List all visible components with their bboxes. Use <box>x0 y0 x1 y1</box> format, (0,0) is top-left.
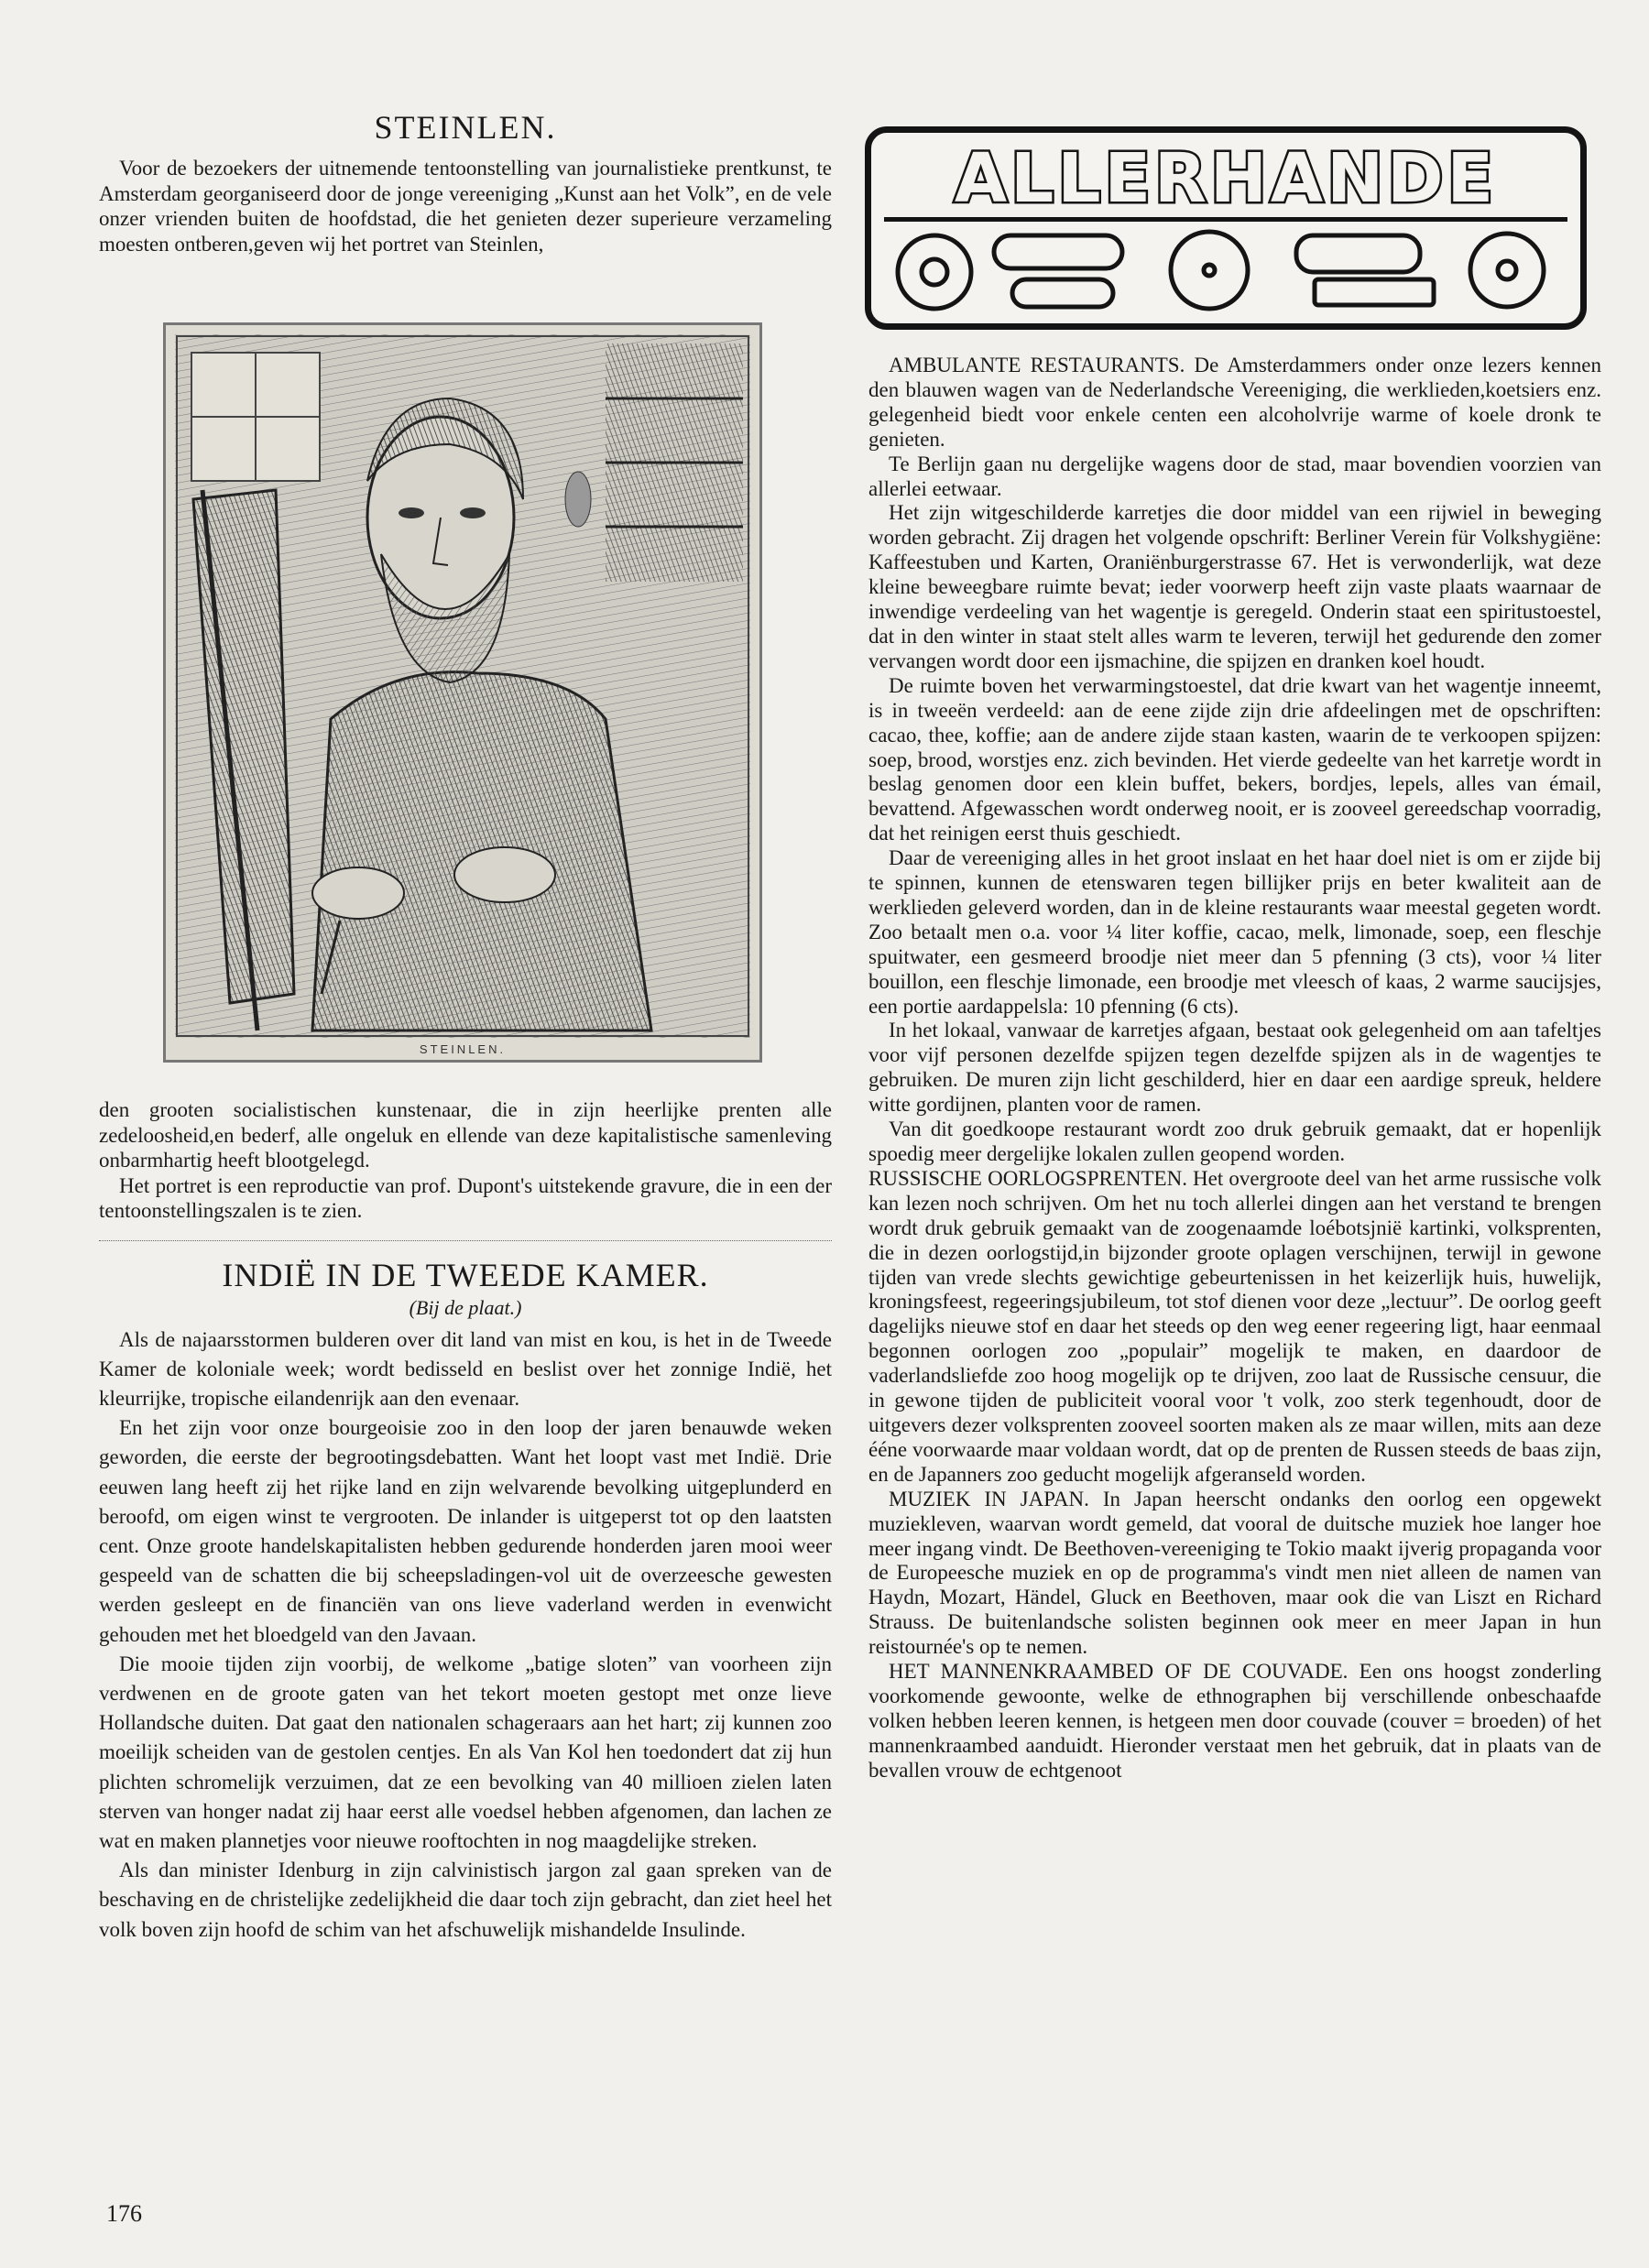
allerhande-paragraph: HET MANNENKRAAMBED OF DE COUVADE. Een ons hoogst zonderling voorkomende gewoonte, welke de ethnographen bij verschillende onbeschaafde volken hebben leeren kennen, is hetgeen men door couvade (couver = broeden) of het mannenkraambed aanduidt. Hieronder verstaat men het gebruik, dat in plaats van de bevallen vrouw de echtgenoot <box>868 1660 1601 1782</box>
allerhande-paragraph: Het zijn witgeschilderde karretjes die door middel van een rijwiel in beweging worden gebracht. Zij dragen het volgende opschrift: Berliner Verein für Volkshygiëne: Kaffeestuben und Karten, Oraniënburgerstrasse 67. Het is verwonderlijk, wat deze kleine beweegbare ruimte bevat; ieder voorwerp heeft zijn vaste plaats waarnaar de inwendige verdeeling van het wagentje is geregeld. Onderin staat een spiritustoestel, dat in den winter in staat stelt alles warm te leveren, terwijl het gedurende den zomer vervangen wordt door een ijsmachine, die spijzen en dranken koel houdt. <box>868 501 1601 672</box>
indie-title: INDIË IN DE TWEEDE KAMER. <box>222 1256 709 1293</box>
allerhande-paragraph: AMBULANTE RESTAURANTS. De Amsterdammers onder onze lezers kennen den blauwen wagen van de Nederlandsche Vereeniging, die werklieden,koetsiers enz. gelegenheid biedt voor enkele centen een alcoholvrije warme of koele dronk te genieten. <box>868 354 1601 451</box>
indie-paragraph: Als dan minister Idenburg in zijn calvinistisch jargon zal gaan spreken van de beschaving en de christelijke zedelijkheid die daar toch zijn gebracht, dan ziet heel het volk boven zijn hoofd de schim van het afschuwelijk mishandelde Insulinde. <box>99 1859 832 1941</box>
allerhande-banner <box>865 126 1587 330</box>
portrait-engraving <box>175 334 750 1038</box>
steinlen-portrait <box>163 322 762 1063</box>
steinlen-reproduction-note: Het portret is een reproductie van prof. Dupont's uitstekende gravure, die in een der tentoonstellingszalen is te zien. <box>99 1173 832 1222</box>
allerhande-paragraph: RUSSISCHE OORLOGSPRENTEN. Het overgroote deel van het arme russische volk kan lezen noch schrijven. Om het nu toch allerlei dingen aan het verstand te brengen wordt druk gebruik gemaakt van de zoogenaamde loébotsjnië kartinki, volksprenten, die in dezen oorlogstijd,in bijzonder groote oplagen verschijnen, terwijl in gewone tijden van vrede slechts gewichtige gebeurtenissen in het keizerlijk huis, huwelijk, kroningsfeest, regeeringsjubileum, tot stof dienen voor deze „lectuur”. De oorlog geeft dagelijks nieuwe stof en daar het steeds op den weg eener regeering ligt, haar eenmaal begonnen oorlogen zoo „populair” mogelijk te maken, en daardoor de vaderlandsliefde zoo hoog mogelijk op te drijven, zoo laat de Russische censuur, die in gewone tijden de publiciteit vooral voor 't volk, zoo sterk tegenhoudt, door de uitgevers dezer volksprenten zooveel soorten maken als ze maar willen, mits aan deze ééne voorwaarde maar voldaan wordt, dat op de prenten de Russen steeds de baas zijn, en de Japanners zoo geducht mogelijk afgeranseld worden. <box>868 1166 1601 1486</box>
page-number: 176 <box>106 2200 142 2227</box>
banner-divider <box>884 217 1567 222</box>
steinlen-title: STEINLEN. <box>374 109 557 146</box>
indie-paragraph: En het zijn voor onze bourgeoisie zoo in den loop der jaren benauwde weken geworden, die eerste der begrootingsdebatten. Want het loopt vast met Indië. Drie eeuwen lang heeft zij het rijke land en zijn welvarende bevolking uitgeplunderd en beroofd, om eigen winst te vergrooten. De inlander is uitgeperst tot op den laatsten cent. Onze groote handelskapitalisten hebben gedurende honderden jaren mooi weer gespeeld van de schatten die bij scheepsladingen-vol uit de overzeesche gewesten werden gesleept en de financiën van ons lieve vaderland werden in evenwicht gehouden met het bloedgeld van den Javaan. <box>99 1416 832 1646</box>
allerhande-paragraph: Daar de vereeniging alles in het groot inslaat en het haar doel niet is om er zijde bij te spinnen, kunnen de etenswaren tegen billijker prijs en beter kwaliteit aan de werklieden geleverd worden, dan in de kleine restaurants waar meestal gegeten wordt. Zoo betaalt men o.a. voor ¼ liter koffie, cacao, melk, limonade, soep, een fleschje spuitwater, een gesmeerd broodje niet meer dan 5 pfenning (3 cts), voor ¼ liter bouillon, een fleschje limonade, een broodje met vleesch of kaas, 2 warme saucijsjes, een portie aardappelsla: 10 pfenning (6 cts). <box>868 846 1601 1018</box>
allerhande-paragraph: MUZIEK IN JAPAN. In Japan heerscht ondanks den oorlog een opgewekt muziekleven, waarvan wordt gemeld, dat vooral de duitsche muziek hoe langer hoe meer ingang vindt. De Beethoven-vereeniging te Tokio maakt ijverig propaganda voor de Europeesche muziek en op de programma's vindt men niet alleen de namen van Haydn, Mozart, Händel, Gluck en Beethoven, maar ook die van Liszt en Richard Strauss. De buitenlandsche solisten beginnen ook meer en meer Japan in hun reistournée's op te nemen. <box>868 1487 1601 1659</box>
banner-title: ALLERHANDE <box>954 139 1498 218</box>
indie-paragraph: Die mooie tijden zijn voorbij, de welkome „batige sloten” van voorheen zijn verdwenen en de groote gaten van het tekort moeten gestopt met onze lieve Hollandsche duiten. Dat gaat den nationalen schageraars aan het hart; zij kunnen zoo moeilijk scheiden van de gestolen centjes. En als Van Kol hen toedondert dat zij hun plichten schromelijk verzuimen, dat ze een bevolking van 40 millioen zielen laten sterven van honger nadat zij haar eerst alle voedsel hebben afgenomen, dan lachen ze wat en maken plannetjes voor nieuwe rooftochten in nog maagdelijke streken. <box>99 1652 832 1852</box>
allerhande-paragraph: De ruimte boven het verwarmingstoestel, dat drie kwart van het wagentje inneemt, is in tweeën verdeeld: aan de eene zijde zijn drie afdeelingen met de opschriften: cacao, thee, koffie; aan de andere zijde staan kasten, waarin de te verkoopen spijzen: soep, brood, worstjes enz. zich bevinden. Het vierde gedeelte van het karretje wordt in beslag genomen door een klein buffet, bekers, bordjes, lepels, alles van émail, bevattend. Afgewasschen wordt onderweg nooit, er is zooveel gereedschap voorradig, dat het reinigen eerst thuis geschiedt. <box>868 673 1601 845</box>
steinlen-intro: Voor de bezoekers der uitnemende tentoonstelling van journalistieke prentkunst, te Amsterdam georganiseerd door de jonge vereeniging „Kunst aan het Volk”, en de vele onzer vrienden buiten de hoofdstad, die het genieten dezer superieure verzameling moesten ontberen,geven wij het portret van Steinlen, <box>99 157 832 256</box>
section-divider <box>99 1240 832 1241</box>
portrait-caption: STEINLEN. <box>419 1042 507 1056</box>
indie-subtitle: (Bij de plaat.) <box>409 1295 522 1319</box>
steinlen-article-bottom <box>99 1097 832 1945</box>
allerhande-paragraph: Te Berlijn gaan nu dergelijke wagens door de stad, maar bovendien voorzien van allerlei eetwaar. <box>868 452 1601 500</box>
allerhande-paragraph: Van dit goedkoope restaurant wordt zoo druk gebruik gemaakt, dat er hopenlijk spoedig meer dergelijke lokalen zullen geopend worden. <box>868 1118 1601 1165</box>
steinlen-article-top <box>99 108 832 256</box>
pastry-ornament-icon <box>884 224 1567 316</box>
allerhande-paragraph: In het lokaal, vanwaar de karretjes afgaan, bestaat ook gelegenheid om aan tafeltjes voor vijf personen dezelfde spijzen tegen dezelfde spijzen als in de wagentjes te gebruiken. De muren zijn licht geschilderd, hier en daar een aardige spreuk, heldere witte gordijnen, planten voor de ramen. <box>868 1019 1601 1117</box>
indie-paragraph: Als de najaarsstormen bulderen over dit land van mist en kou, is het in de Tweede Kamer de koloniale week; wordt bedisseld en beslist over het zonnige Indië, het kleurrijke, tropische eilandenrijk aan den evenaar. <box>99 1327 832 1410</box>
allerhande-column <box>868 354 1601 1783</box>
steinlen-continuation: den grooten socialistischen kunstenaar, die in zijn heerlijke prenten alle zedeloosheid,en bederf, alle ongeluk en ellende van deze kapitalistische samenleving onbarmhartig heeft blootgelegd. <box>99 1098 832 1172</box>
